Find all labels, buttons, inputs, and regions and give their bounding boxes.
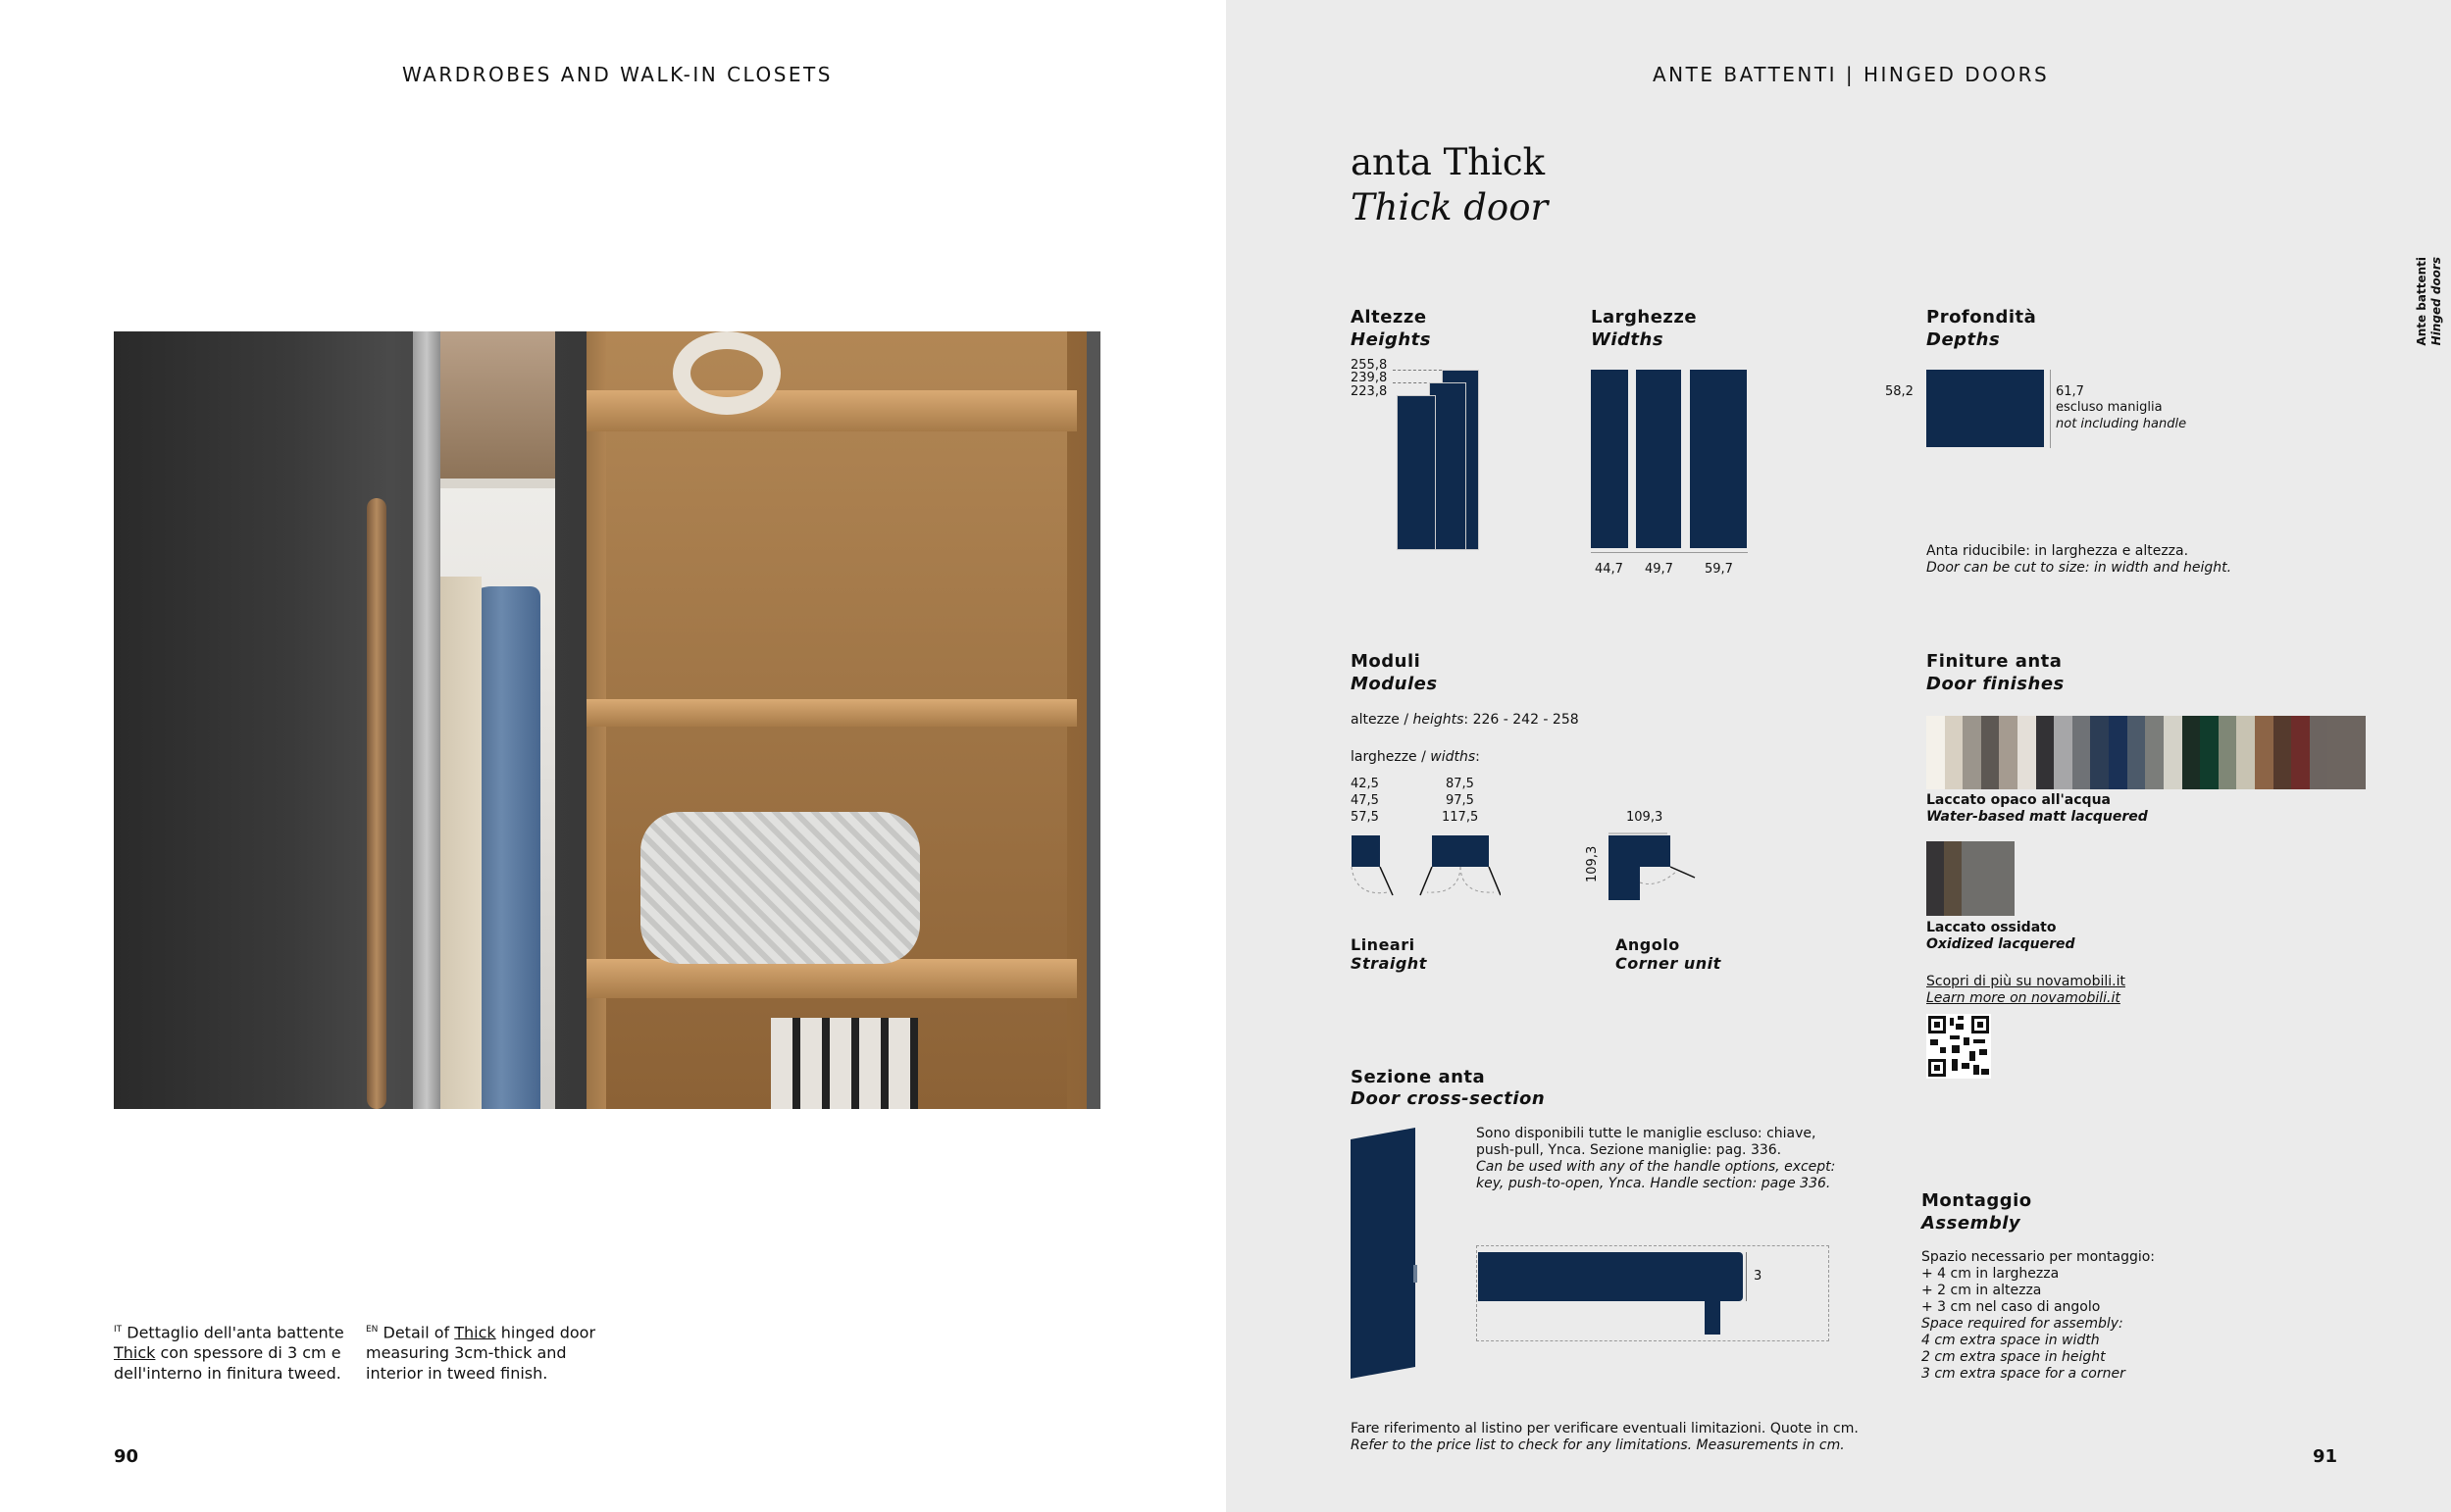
section-note-en: Can be used with any of the handle options, except: key, push-to-open, Ynca. Handle section: page 336. bbox=[1476, 1159, 1836, 1191]
assembly-line: + 2 cm in altezza bbox=[1921, 1283, 2042, 1298]
corner-depth-value: 109,3 bbox=[1585, 845, 1600, 882]
thickness-dim-line bbox=[1746, 1252, 1747, 1301]
door-width-3 bbox=[1690, 370, 1747, 548]
section-label: Sezione anta bbox=[1351, 1067, 1486, 1087]
depth-right-value: 61,7 bbox=[2056, 384, 2084, 399]
double-width-1: 87,5 bbox=[1446, 777, 1474, 791]
wardrobe-photo bbox=[114, 331, 1100, 1109]
matt-swatch bbox=[1981, 716, 2000, 789]
cut-note-it: Anta riducibile: in larghezza e altezza. bbox=[1926, 543, 2189, 559]
section-label-en: Door cross-section bbox=[1351, 1088, 1546, 1109]
page-number-right: 91 bbox=[2313, 1446, 2338, 1467]
single-width-2: 47,5 bbox=[1351, 793, 1379, 808]
matt-swatch bbox=[2164, 716, 2182, 789]
assembly-lines-en bbox=[1921, 1316, 2125, 1383]
assembly-line-en: 4 cm extra space in width bbox=[1921, 1333, 2100, 1348]
double-arc-left bbox=[1427, 867, 1460, 892]
double-module-plan bbox=[1432, 835, 1489, 867]
corner-module-plan bbox=[1608, 835, 1670, 900]
title-en: Thick door bbox=[1351, 186, 1549, 228]
qr-code[interactable] bbox=[1926, 1014, 1991, 1079]
modules-heights: altezze / heights: 226 - 242 - 258 bbox=[1351, 712, 1579, 728]
matt-swatch bbox=[2072, 716, 2091, 789]
widths-label: Larghezze bbox=[1591, 307, 1698, 328]
depth-left-value: 58,2 bbox=[1885, 384, 1914, 399]
double-door-left bbox=[1420, 867, 1432, 895]
page-number-left: 90 bbox=[114, 1446, 139, 1467]
thickness-value: 3 bbox=[1754, 1269, 1762, 1284]
matt-label: Laccato opaco all'acqua bbox=[1926, 792, 2111, 808]
matt-swatch bbox=[2327, 716, 2366, 789]
depth-door-plan bbox=[1926, 370, 2044, 449]
straight-modules-diagram bbox=[1344, 824, 1501, 902]
double-width-3: 117,5 bbox=[1442, 810, 1479, 825]
double-width-2: 97,5 bbox=[1446, 793, 1474, 808]
matt-swatch bbox=[2090, 716, 2109, 789]
running-header-left: WARDROBES AND WALK-IN CLOSETS bbox=[402, 63, 833, 86]
matt-swatch bbox=[2054, 716, 2072, 789]
assembly-line: + 4 cm in larghezza bbox=[1921, 1266, 2060, 1282]
widths-label-en: Widths bbox=[1591, 329, 1664, 350]
corner-door-arc bbox=[1640, 871, 1677, 884]
oxid-swatch bbox=[1944, 841, 1962, 916]
corner-width-value: 109,3 bbox=[1626, 810, 1663, 825]
knit-blanket bbox=[640, 812, 920, 964]
single-width-3: 57,5 bbox=[1351, 810, 1379, 825]
double-door-right bbox=[1489, 867, 1501, 895]
finishes-label: Finiture anta bbox=[1926, 651, 2063, 672]
modules-label-en: Modules bbox=[1351, 674, 1438, 694]
depth-note-it: escluso maniglia bbox=[2056, 400, 2163, 415]
straight-label: Lineari bbox=[1351, 935, 1415, 954]
assembly-line: Spazio necessario per montaggio: bbox=[1921, 1249, 2156, 1265]
height-guide-2 bbox=[1393, 382, 1432, 383]
side-tab-en: Hinged doors bbox=[2429, 257, 2443, 346]
matt-label-en: Water-based matt lacquered bbox=[1926, 809, 2148, 825]
single-module-plan bbox=[1352, 835, 1380, 867]
side-tab bbox=[2415, 257, 2451, 365]
title-it: anta Thick bbox=[1351, 141, 1546, 183]
height-value-2: 239,8 bbox=[1351, 371, 1388, 385]
books bbox=[771, 1018, 918, 1109]
shelf-2 bbox=[587, 699, 1077, 727]
door-short bbox=[1397, 395, 1436, 550]
modules-widths: larghezze / widths: bbox=[1351, 749, 1480, 765]
width-value-1: 44,7 bbox=[1595, 562, 1623, 577]
oxid-label-en: Oxidized lacquered bbox=[1926, 936, 2075, 952]
matt-swatch bbox=[2291, 716, 2310, 789]
single-door-open bbox=[1380, 867, 1393, 895]
modules-label: Moduli bbox=[1351, 651, 1421, 672]
oxid-swatch bbox=[1962, 841, 2015, 916]
matt-swatch bbox=[2127, 716, 2146, 789]
assembly-line-en: 3 cm extra space for a corner bbox=[1921, 1366, 2125, 1382]
running-header-right: ANTE BATTENTI | HINGED DOORS bbox=[1653, 63, 2050, 86]
corner-label: Angolo bbox=[1615, 935, 1680, 954]
matt-swatch bbox=[2200, 716, 2219, 789]
height-value-3: 223,8 bbox=[1351, 384, 1388, 399]
corner-door-open bbox=[1670, 867, 1695, 878]
door-edge bbox=[413, 331, 440, 1109]
door-section-elevation bbox=[1351, 1128, 1421, 1381]
door-width-2 bbox=[1636, 370, 1681, 548]
shelf-3 bbox=[587, 959, 1077, 998]
matt-swatch bbox=[2109, 716, 2127, 789]
caption-english: $^{EN}$ Detail of Thick hinged door measuring 3cm-thick and interior in tweed finish. bbox=[366, 1323, 596, 1384]
door-handle bbox=[367, 498, 386, 1109]
matt-swatch bbox=[1926, 716, 1945, 789]
matt-swatch bbox=[2219, 716, 2237, 789]
matt-swatch bbox=[1963, 716, 1981, 789]
matt-swatch bbox=[1999, 716, 2017, 789]
depth-dim-line bbox=[2050, 370, 2051, 448]
section-note-it: Sono disponibili tutte le maniglie escluso: chiave, push-pull, Ynca. Sezione maniglie: pag. 336. bbox=[1476, 1126, 1816, 1158]
matt-swatch bbox=[2236, 716, 2255, 789]
width-value-2: 49,7 bbox=[1645, 562, 1673, 577]
straight-label-en: Straight bbox=[1351, 954, 1427, 973]
assembly-line-en: Space required for assembly: bbox=[1921, 1316, 2123, 1332]
cut-note-en: Door can be cut to size: in width and height. bbox=[1926, 560, 2232, 576]
matt-swatch bbox=[2036, 716, 2055, 789]
door-profile bbox=[1478, 1252, 1743, 1301]
website-link-en[interactable]: Learn more on novamobili.it bbox=[1926, 990, 2120, 1006]
depths-label-en: Depths bbox=[1926, 329, 2001, 350]
height-guide-1 bbox=[1393, 370, 1442, 371]
matt-swatch bbox=[2273, 716, 2292, 789]
matt-swatch bbox=[2145, 716, 2164, 789]
single-width-1: 42,5 bbox=[1351, 777, 1379, 791]
oxid-label: Laccato ossidato bbox=[1926, 920, 2057, 935]
assembly-line-en: 2 cm extra space in height bbox=[1921, 1349, 2106, 1365]
side-tab-it: Ante battenti bbox=[2415, 257, 2428, 346]
assembly-line: + 3 cm nel caso di angolo bbox=[1921, 1299, 2101, 1315]
heights-label: Altezze bbox=[1351, 307, 1427, 328]
depth-note-en: not including handle bbox=[2056, 417, 2187, 431]
width-value-3: 59,7 bbox=[1705, 562, 1733, 577]
height-value-1: 255,8 bbox=[1351, 358, 1388, 373]
caption-italian: $^{IT}$ Dettaglio dell'anta battente Thick con spessore di 3 cm e dell'interno in finitura tweed. bbox=[114, 1323, 344, 1384]
ring-sculpture bbox=[673, 331, 781, 415]
footer-note-en: Refer to the price list to check for any limitations. Measurements in cm. bbox=[1351, 1437, 1845, 1453]
depths-label: Profondità bbox=[1926, 307, 2037, 328]
footer-note-it: Fare riferimento al listino per verificare eventuali limitazioni. Quote in cm. bbox=[1351, 1421, 1859, 1436]
shelf-1 bbox=[587, 390, 1077, 431]
depth-door-edge bbox=[1926, 443, 2044, 447]
oxid-swatch bbox=[1926, 841, 1944, 916]
assembly-label-en: Assembly bbox=[1921, 1213, 2021, 1234]
matt-swatch bbox=[2310, 716, 2328, 789]
width-dim-line bbox=[1591, 552, 1748, 553]
corner-label-en: Corner unit bbox=[1615, 954, 1721, 973]
website-link-it[interactable]: Scopri di più su novamobili.it bbox=[1926, 974, 2125, 989]
finishes-label-en: Door finishes bbox=[1926, 674, 2065, 694]
side-panel bbox=[1087, 331, 1100, 1109]
door-width-1 bbox=[1591, 370, 1628, 548]
matt-swatch bbox=[2255, 716, 2273, 789]
handle-profile bbox=[1705, 1301, 1720, 1335]
double-arc-right bbox=[1460, 867, 1494, 892]
corner-module-diagram bbox=[1608, 824, 1716, 902]
matt-swatch bbox=[2182, 716, 2201, 789]
matt-swatch bbox=[2017, 716, 2036, 789]
matt-swatch bbox=[1945, 716, 1964, 789]
assembly-lines-it bbox=[1921, 1249, 2155, 1316]
right-page bbox=[1226, 0, 2451, 1512]
heights-label-en: Heights bbox=[1351, 329, 1431, 350]
assembly-label: Montaggio bbox=[1921, 1190, 2032, 1211]
